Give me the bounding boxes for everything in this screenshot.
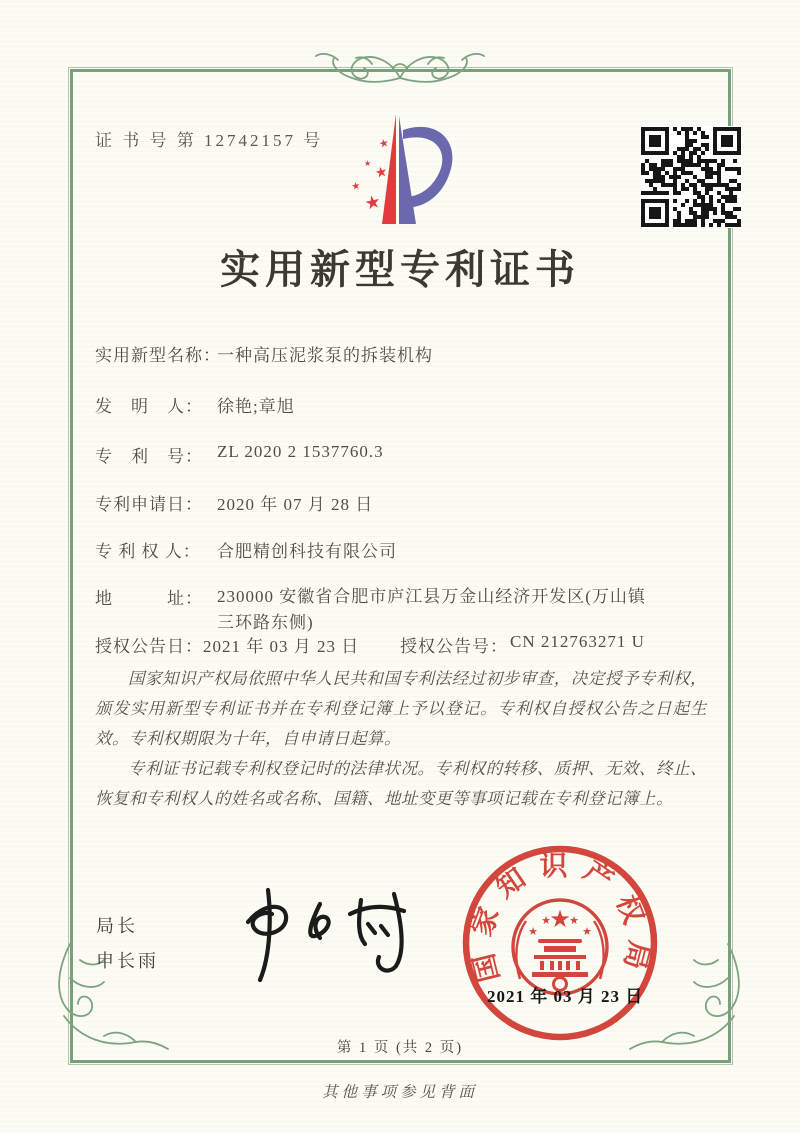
legal-text-block: [95, 664, 707, 814]
field-row-inventor: [95, 392, 295, 417]
seal-arc-text: 国家知识产权局: [465, 850, 655, 985]
field-label: 地 址：: [95, 589, 203, 608]
emblem-star-icon: ★: [549, 907, 571, 933]
grant-date-value: 2021 年 03 月 23 日: [203, 637, 360, 656]
qr-code: [640, 126, 742, 228]
field-value: ZL 2020 2 1537760.3: [217, 442, 384, 461]
certificate-title: 实用新型专利证书: [220, 247, 580, 292]
field-label: 专利申请日：: [95, 495, 203, 514]
legal-paragraph: 国家知识产权局依照中华人民共和国专利法经过初步审查，决定授予专利权，颁发实用新型专利证书并在专利登记簿上予以登记。专利权自授权公告之日起生效。专利权期限为十年，自申请日起算。: [95, 669, 707, 749]
emblem-star-icon: ★: [569, 915, 579, 927]
page-indicator: 第 1 页 (共 2 页): [336, 1040, 464, 1056]
grant-number-label: 授权公告号：: [400, 637, 508, 656]
commissioner-name: 申长雨: [96, 951, 159, 971]
field-row-utility-model-name: [95, 341, 433, 366]
field-row-grant: [95, 632, 715, 657]
emblem-star-icon: ★: [582, 926, 592, 938]
logo-star-icon: ★: [364, 159, 372, 168]
certificate-number: 证 书 号 第 12742157 号: [95, 131, 324, 150]
grant-number-pair: [400, 632, 645, 657]
field-value: 合肥精创科技有限公司: [217, 542, 397, 561]
field-label: 发 明 人：: [95, 397, 203, 416]
field-row-patentee: [95, 537, 397, 562]
field-label: 实用新型名称：: [95, 346, 221, 365]
logo-star-icon: ★: [373, 164, 390, 182]
national-emblem-icon: [513, 900, 607, 994]
grant-date-label: 授权公告日：: [95, 637, 203, 656]
field-value: 徐艳;章旭: [217, 397, 295, 416]
back-side-note: 其他事项参见背面: [321, 1084, 478, 1101]
field-value: 一种高压泥浆泵的拆装机构: [217, 346, 433, 365]
emblem-star-icon: ★: [541, 915, 551, 927]
field-value: 230000 安徽省合肥市庐江县万金山经济开发区(万山镇三环路东侧): [217, 587, 646, 633]
commissioner-title: 局长: [96, 916, 138, 936]
field-value: 2020 年 07 月 28 日: [217, 495, 374, 514]
legal-paragraph: 专利证书记载专利权登记时的法律状况。专利权的转移、质押、无效、终止、恢复和专利权人的姓名或名称、国籍、地址变更等事项记载在专利登记簿上。: [95, 759, 707, 809]
commissioner-signature-script: [210, 878, 420, 990]
logo-star-icon: ★: [377, 136, 391, 151]
field-label: 专 利 权 人：: [95, 542, 201, 561]
cnipa-official-seal: [460, 843, 660, 1043]
seal-date: 2021 年 03 月 23 日: [487, 987, 644, 1006]
emblem-star-icon: ★: [528, 926, 538, 938]
top-border-ornament-icon: [308, 44, 492, 90]
logo-star-icon: ★: [362, 190, 383, 214]
field-row-address: [95, 584, 661, 637]
field-label: 专 利 号：: [95, 447, 203, 466]
field-row-filing-date: [95, 490, 373, 515]
grant-number-value: CN 212763271 U: [510, 632, 645, 651]
field-row-patent-number: [95, 442, 384, 467]
cnipa-logo-icon: [336, 108, 466, 232]
logo-star-icon: ★: [350, 180, 362, 193]
